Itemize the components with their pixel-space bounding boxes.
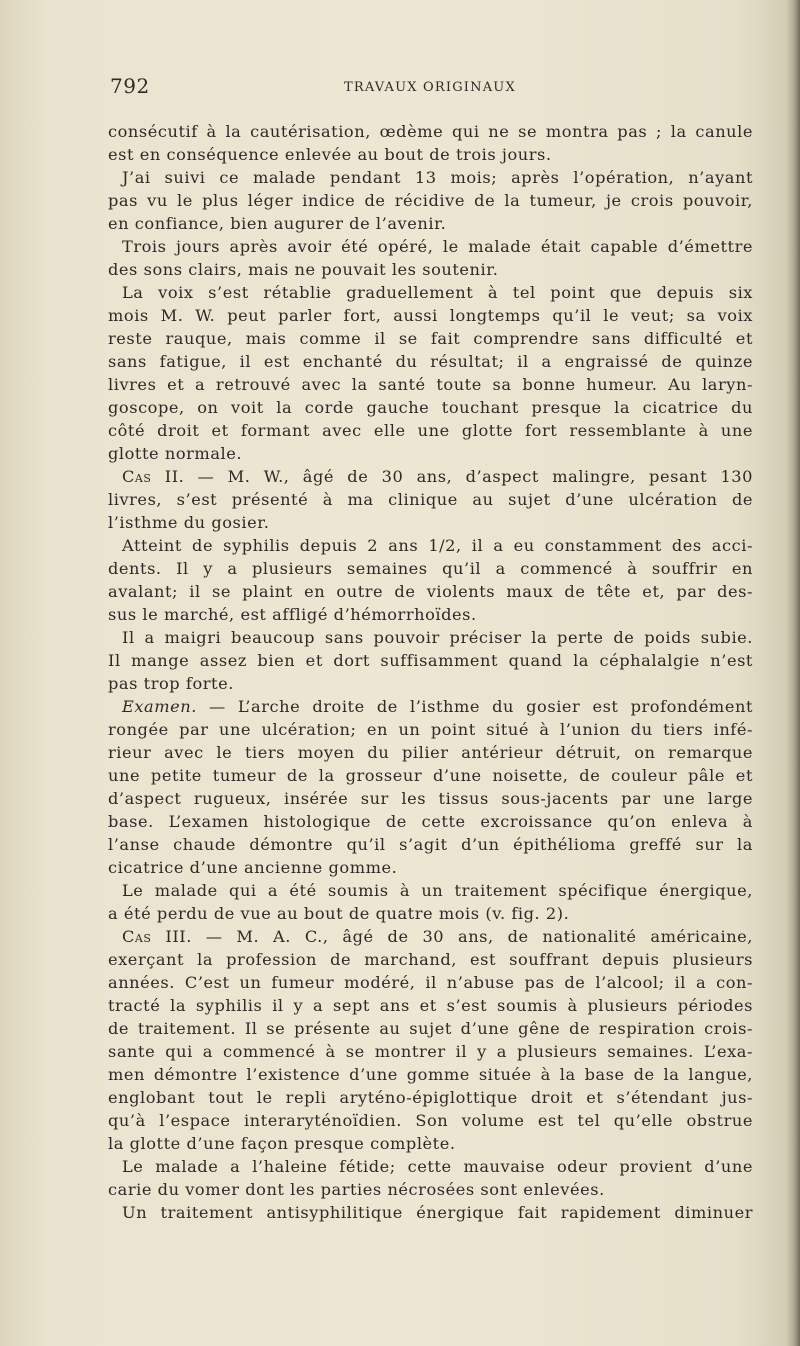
line-text: III. — M. A. C., âgé de 30 ans, de nationalité américaine, xyxy=(151,927,753,946)
text-line xyxy=(108,925,753,948)
line-text: l’isthme du gosier. xyxy=(108,513,270,532)
line-text: exerçant la profession de marchand, est souffrant depuis plusieurs xyxy=(108,950,753,969)
text-line xyxy=(108,902,753,925)
text-line xyxy=(108,465,753,488)
text-line xyxy=(108,971,753,994)
text-line xyxy=(108,511,753,534)
line-text: en confiance, bien augurer de l’avenir. xyxy=(108,214,447,233)
line-text: livres, s’est présenté à ma clinique au sujet d’une ulcération de xyxy=(108,490,753,509)
text-line xyxy=(108,695,753,718)
text-line xyxy=(108,1109,753,1132)
line-text: rieur avec le tiers moyen du pilier antérieur détruit, on remarque xyxy=(108,743,753,762)
line-text: carie du vomer dont les parties nécrosées sont enlevées. xyxy=(108,1180,605,1199)
text-line xyxy=(108,442,753,465)
case-label: Cas xyxy=(122,467,152,486)
text-line xyxy=(108,488,753,511)
text-line xyxy=(108,534,753,557)
text-line xyxy=(108,787,753,810)
text-line xyxy=(108,626,753,649)
line-text: côté droit et formant avec elle une glotte fort ressemblante à une xyxy=(108,421,753,440)
text-line xyxy=(108,373,753,396)
text-line xyxy=(108,741,753,764)
line-text: Le malade qui a été soumis à un traitement spécifique énergique, xyxy=(122,881,753,900)
line-text: des sons clairs, mais ne pouvait les soutenir. xyxy=(108,260,499,279)
line-text: J’ai suivi ce malade pendant 13 mois; après l’opération, n’ayant xyxy=(122,168,753,187)
text-line xyxy=(108,603,753,626)
line-text: la glotte d’une façon presque complète. xyxy=(108,1134,456,1153)
running-head: TRAVAUX ORIGINAUX xyxy=(344,80,516,95)
text-line xyxy=(108,350,753,373)
line-text: de traitement. Il se présente au sujet d’une gêne de respiration crois- xyxy=(108,1019,753,1038)
text-line xyxy=(108,879,753,902)
line-text: reste rauque, mais comme il se fait comprendre sans difficulté et xyxy=(108,329,753,348)
text-line xyxy=(108,396,753,419)
line-text: a été perdu de vue au bout de quatre mois (v. fig. 2). xyxy=(108,904,570,923)
line-text: glotte normale. xyxy=(108,444,243,463)
text-line xyxy=(108,557,753,580)
text-line xyxy=(108,166,753,189)
text-line xyxy=(108,764,753,787)
text-line xyxy=(108,1040,753,1063)
line-text: Le malade a l’haleine fétide; cette mauvaise odeur provient d’une xyxy=(122,1157,753,1176)
text-line xyxy=(108,327,753,350)
text-line xyxy=(108,1132,753,1155)
text-line xyxy=(108,948,753,971)
text-line xyxy=(108,833,753,856)
line-text: — L’arche droite de l’isthme du gosier est profondément xyxy=(196,697,753,716)
text-line xyxy=(108,718,753,741)
body-text xyxy=(108,120,753,1224)
line-text: II. — M. W., âgé de 30 ans, d’aspect malingre, pesant 130 xyxy=(151,467,753,486)
line-text: rongée par une ulcération; en un point situé à l’union du tiers infé- xyxy=(108,720,753,739)
text-line xyxy=(108,1178,753,1201)
text-line xyxy=(108,1201,753,1224)
line-text: une petite tumeur de la grosseur d’une noisette, de couleur pâle et xyxy=(108,766,753,785)
line-text: Atteint de syphilis depuis 2 ans 1/2, il a eu constamment des acci- xyxy=(122,536,753,555)
text-line xyxy=(108,258,753,281)
line-text: sante qui a commencé à se montrer il y a plusieurs semaines. L’exa- xyxy=(108,1042,753,1061)
text-line xyxy=(108,994,753,1017)
line-text: avalant; il se plaint en outre de violents maux de tête et, par des- xyxy=(108,582,753,601)
line-text: cicatrice d’une ancienne gomme. xyxy=(108,858,398,877)
line-text: est en conséquence enlevée au bout de trois jours. xyxy=(108,145,552,164)
line-text: livres et a retrouvé avec la santé toute sa bonne humeur. Au laryn- xyxy=(108,375,753,394)
text-line xyxy=(108,1017,753,1040)
line-text: l’anse chaude démontre qu’il s’agit d’un épithélioma greffé sur la xyxy=(108,835,753,854)
text-line xyxy=(108,1063,753,1086)
text-line xyxy=(108,1086,753,1109)
text-line xyxy=(108,810,753,833)
line-text: Un traitement antisyphilitique énergique fait rapidement diminuer xyxy=(122,1203,753,1222)
line-text: Il a maigri beaucoup sans pouvoir préciser la perte de poids subie. xyxy=(122,628,753,647)
text-line xyxy=(108,143,753,166)
line-text: d’aspect rugueux, insérée sur les tissus sous-jacents par une large xyxy=(108,789,753,808)
text-line xyxy=(108,189,753,212)
text-line xyxy=(108,419,753,442)
page-number: 792 xyxy=(110,74,150,98)
line-text: englobant tout le repli aryténo-épiglottique droit et s’étendant jus- xyxy=(108,1088,753,1107)
line-text: pas trop forte. xyxy=(108,674,234,693)
line-text: sus le marché, est affligé d’hémorrhoïdes. xyxy=(108,605,477,624)
page-edge-shadow xyxy=(786,0,800,1346)
line-text: dents. Il y a plusieurs semaines qu’il a commencé à souffrir en xyxy=(108,559,753,578)
line-text: base. L’examen histologique de cette excroissance qu’on enleva à xyxy=(108,812,753,831)
line-text: Il mange assez bien et dort suffisamment quand la céphalalgie n’est xyxy=(108,651,753,670)
text-line xyxy=(108,580,753,603)
line-text: tracté la syphilis il y a sept ans et s’est soumis à plusieurs périodes xyxy=(108,996,753,1015)
text-line xyxy=(108,672,753,695)
text-line xyxy=(108,281,753,304)
text-line xyxy=(108,856,753,879)
line-text: qu’à l’espace interaryténoïdien. Son volume est tel qu’elle obstrue xyxy=(108,1111,753,1130)
line-text: années. C’est un fumeur modéré, il n’abuse pas de l’alcool; il a con- xyxy=(108,973,753,992)
text-line xyxy=(108,235,753,258)
text-line xyxy=(108,304,753,327)
line-text: consécutif à la cautérisation, œdème qui ne se montra pas ; la canule xyxy=(108,122,753,141)
line-text: men démontre l’existence d’une gomme située à la base de la langue, xyxy=(108,1065,753,1084)
text-line xyxy=(108,1155,753,1178)
text-line xyxy=(108,649,753,672)
section-label: Examen. xyxy=(122,697,197,716)
case-label: Cas xyxy=(122,927,152,946)
line-text: sans fatigue, il est enchanté du résultat; il a engraissé de quinze xyxy=(108,352,753,371)
line-text: goscope, on voit la corde gauche touchant presque la cicatrice du xyxy=(108,398,753,417)
line-text: pas vu le plus léger indice de récidive de la tumeur, je crois pouvoir, xyxy=(108,191,753,210)
line-text: Trois jours après avoir été opéré, le malade était capable d’émettre xyxy=(122,237,753,256)
page-header xyxy=(110,74,750,102)
line-text: La voix s’est rétablie graduellement à tel point que depuis six xyxy=(122,283,753,302)
text-line xyxy=(108,212,753,235)
text-line xyxy=(108,120,753,143)
line-text: mois M. W. peut parler fort, aussi longtemps qu’il le veut; sa voix xyxy=(108,306,753,325)
